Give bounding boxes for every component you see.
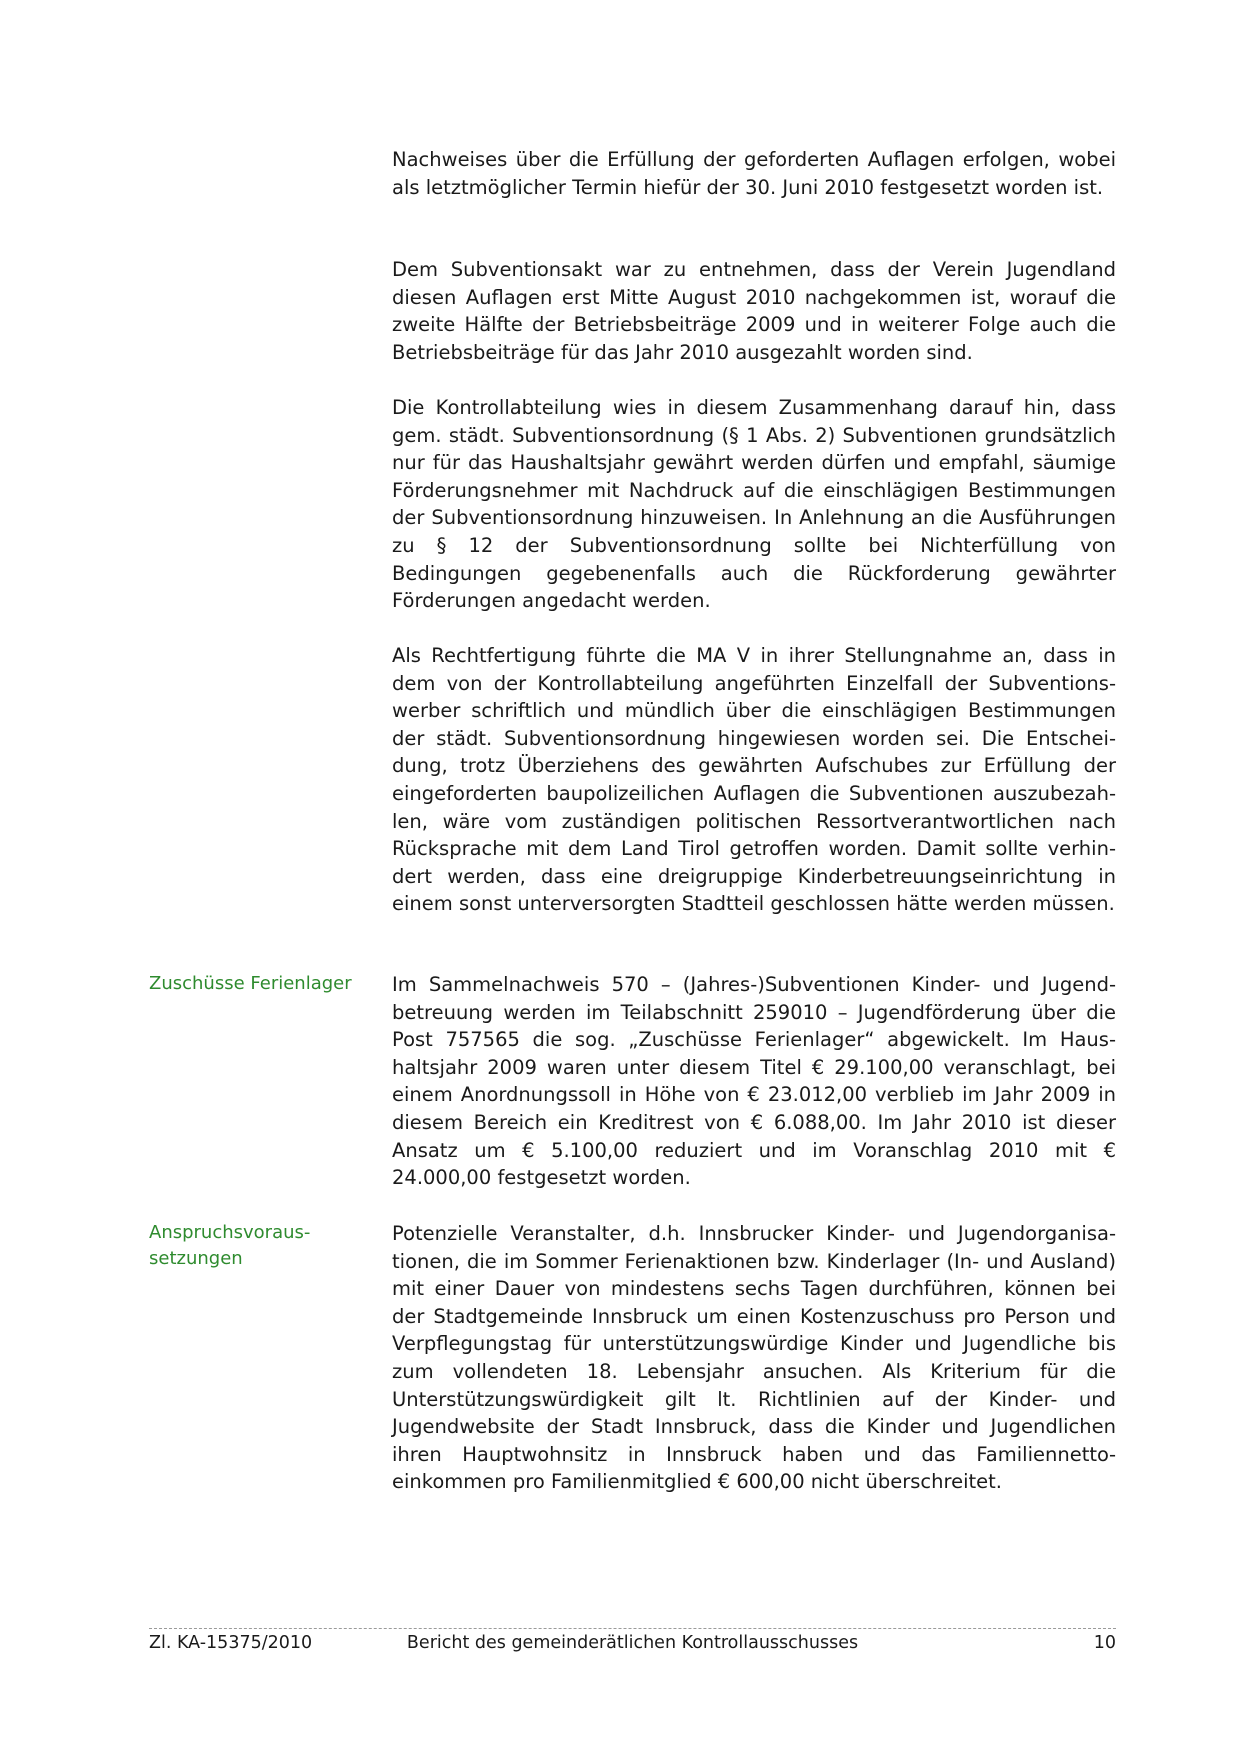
paragraph-kontrollabteilung <box>392 394 1116 615</box>
page-footer <box>149 1631 1116 1655</box>
paragraph-text: Im Sammelnachweis 570 – (Jahres-)Subventionen Kinder- und Jugendbetreuung werden im Teilabschnitt 259010 – Jugendförderung über die Post 757565 die sog. „Zuschüsse Ferienlager“ abgewickelt. Im Haushaltsjahr 2009 waren unter diesem Titel € 29.100,00 veranschlagt, bei einem Anordnungssoll in Höhe von € 23.012,00 verblieb im Jahr 2009 in diesem Bereich ein Kreditrest von € 6.088,00. Im Jahr 2010 ist dieser Ansatz um € 5.100,00 reduziert und im Voranschlag 2010 mit € 24.000,00 festgesetzt worden. <box>392 973 1116 1190</box>
side-label-line: Anspruchsvoraus- <box>149 1222 311 1243</box>
footer-reference: Zl. KA-15375/2010 <box>149 1633 313 1653</box>
side-label-anspruchsvoraussetzungen <box>149 1220 369 1272</box>
footer-page-number: 10 <box>1093 1633 1116 1653</box>
paragraph-auflagen <box>392 146 1116 201</box>
paragraph-text: Potenzielle Veranstalter, d.h. Innsbrucker Kinder- und Jugendorganisationen, die im Sommer Ferienaktionen bzw. Kinderlager (In- und Ausland) mit einer Dauer von mindestens sechs Tagen durchführen, können bei der Stadtgemeinde Innsbruck um einen Kostenzuschuss pro Person und Verpflegungstag für unterstützungswürdige Kinder und Jugendliche bis zum vollendeten 18. Lebensjahr ansuchen. Als Kriterium für die Unterstützungswürdigkeit gilt lt. Richtlinien auf der Kinder- und Jugendwebsite der Stadt Innsbruck, dass die Kinder und Jugendlichen ihren Hauptwohnsitz in Innsbruck haben und das Familiennettoeinkommen pro Familienmitglied € 600,00 nicht überschreitet. <box>392 1222 1116 1494</box>
footer-title: Bericht des gemeinderätlichen Kontrollausschusses <box>406 1633 859 1653</box>
paragraph-text: Als Rechtfertigung führte die MA V in ihrer Stellungnahme an, dass in dem von der Kontrollabteilung angeführten Einzelfall der Subventionswerber schriftlich und mündlich über die einschlägigen Bestimmungen der städt. Subventionsordnung hingewiesen worden sei. Die Entscheidung, trotz Überziehens des gewährten Aufschubes zur Erfüllung der eingeforderten baupolizeilichen Auflagen die Subventionen auszubezahlen, wäre vom zuständigen politischen Ressortverantwortlichen nach Rücksprache mit dem Land Tirol getroffen worden. Damit sollte verhindert werden, dass eine dreigruppige Kinderbetreuungseinrichtung in einem sonst unterversorgten Stadtteil geschlossen hätte werden müssen. <box>392 644 1116 916</box>
paragraph-text: Die Kontrollabteilung wies in diesem Zusammenhang darauf hin, dass gem. städt. Subventionsordnung (§ 1 Abs. 2) Subventionen grundsätzlich nur für das Haushaltsjahr gewährt werden dürfen und empfahl, säumige Förderungsnehmer mit Nachdruck auf die einschlägigen Bestimmungen der Subventionsordnung hinzuweisen. In Anlehnung an die Ausführungen zu § 12 der Subventionsordnung sollte bei Nichterfüllung von Bedingungen gegebenenfalls auch die Rückforderung gewährter Förderungen angedacht werden. <box>392 396 1116 613</box>
footer-divider <box>149 1628 1116 1629</box>
paragraph-text: Dem Subventionsakt war zu entnehmen, dass der Verein Jugendland diesen Auflagen erst Mitte August 2010 nachgekommen ist, worauf die zweite Hälfte der Betriebsbeiträge 2009 und in weiterer Folge auch die Betriebsbeiträge für das Jahr 2010 ausgezahlt worden sind. <box>392 258 1116 364</box>
paragraph-rechtfertigung <box>392 642 1116 918</box>
paragraph-text: Nachweises über die Erfüllung der geforderten Auflagen erfolgen, wobei als letztmöglicher Termin hiefür der 30. Juni 2010 festgesetzt worden ist. <box>392 148 1116 199</box>
side-label-zuschuesse-ferienlager: Zuschüsse Ferienlager <box>149 973 352 994</box>
paragraph-sammelnachweis <box>392 971 1116 1192</box>
paragraph-subventionsakt <box>392 256 1116 366</box>
side-label-line: setzungen <box>149 1248 243 1269</box>
paragraph-veranstalter <box>392 1220 1116 1496</box>
